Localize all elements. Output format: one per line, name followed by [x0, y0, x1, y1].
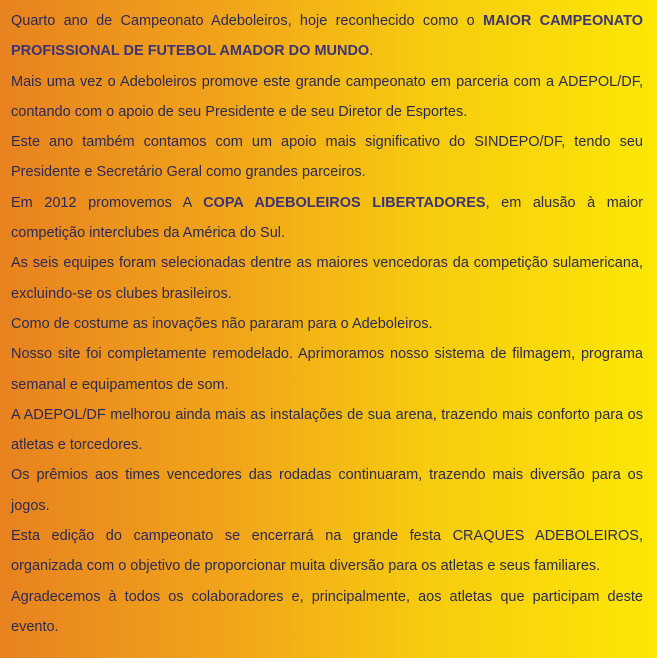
paragraph-prizes — [11, 460, 643, 521]
paragraph-craques-party — [11, 521, 643, 582]
paragraph-text: Nosso site foi completamente remodelado. Aprimoramos nosso sistema de filmagem, programa semanal e equipamentos de som. — [11, 346, 643, 393]
paragraph-text: , em alusão à maior competição interclubes da América do Sul. — [11, 194, 643, 242]
paragraph-text: Em 2012 promovemos A — [11, 194, 204, 211]
highlight-maior-campeonato: MAIOR CAMPEONATO PROFISSIONAL DE FUTEBOL AMADOR DO MUNDO — [11, 13, 643, 60]
paragraph-copa-libertadores — [11, 188, 643, 249]
paragraph-sindepo-support — [11, 127, 643, 188]
paragraph-text: As seis equipes foram selecionadas dentre as maiores vencedoras da competição sulamericana, excluindo-se os clubes brasileiros. — [11, 255, 643, 302]
paragraph-innovations — [11, 309, 643, 339]
paragraph-teams-selected — [11, 248, 643, 309]
paragraph-text: Este ano também contamos com um apoio mais significativo do SINDEPO/DF, tendo seu Presidente e Secretário Geral como grandes parceiros. — [11, 134, 643, 181]
paragraph-text: Mais uma vez o Adeboleiros promove este grande campeonato em parceria com a ADEPOL/DF, contando com o apoio de seu Presidente e de seu Diretor de Esportes. — [11, 73, 643, 120]
paragraph-arena-improvements — [11, 400, 643, 461]
paragraph-text: A ADEPOL/DF melhorou ainda mais as instalações de sua arena, trazendo mais conforto para os atletas e torcedores. — [11, 406, 643, 454]
paragraph-text: Quarto ano de Campeonato Adeboleiros, hoje reconhecido como o — [11, 13, 483, 29]
paragraph-text: Agradecemos à todos os colaboradores e, principalmente, aos atletas que participam deste evento. — [11, 588, 643, 635]
paragraph-intro — [11, 6, 643, 67]
paragraph-site-remodeled — [11, 339, 643, 400]
paragraph-text: . — [369, 43, 374, 60]
highlight-copa-libertadores: COPA ADEBOLEIROS LIBERTADORES — [203, 194, 486, 211]
paragraph-text: Esta edição do campeonato se encerrará na grande festa CRAQUES ADEBOLEIROS, organizada com o objetivo de proporcionar muita diversão para os atletas e seus familiares. — [11, 528, 643, 575]
paragraph-thanks — [11, 582, 643, 643]
paragraph-adepol-partnership — [11, 67, 643, 128]
paragraph-text: Os prêmios aos times vencedores das rodadas continuaram, trazendo mais diversão para os jogos. — [11, 467, 643, 514]
paragraph-text: Como de costume as inovações não pararam para o Adeboleiros. — [11, 315, 433, 332]
